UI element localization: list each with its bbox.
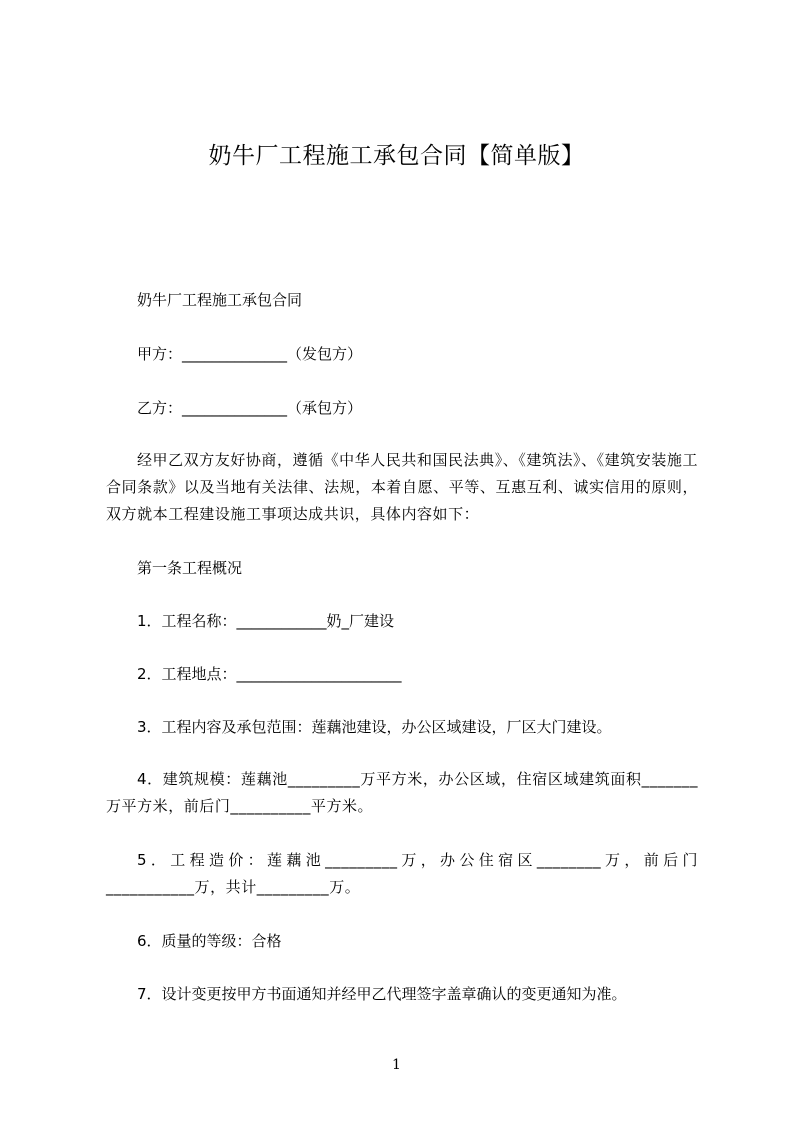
item-quality-grade: 6．质量的等级：合格	[137, 932, 282, 950]
contract-subtitle: 奶牛厂工程施工承包合同	[137, 291, 303, 309]
document-title: 奶牛厂工程施工承包合同【简单版】	[208, 143, 585, 169]
page-number: 1	[392, 1057, 401, 1073]
intro-paragraph: 经甲乙双方友好协商，遵循《中华人民共和国民法典》、《建筑法》、《建筑安装施工合同条款》以及当地有关法律、法规，本着自愿、平等、互惠互利、诚实信用的原则，双方就本工程建设施工事项达成共识，具体内容如下：	[106, 451, 698, 523]
party-b-line: 乙方：______________（承包方）	[137, 399, 363, 417]
item-design-change: 7．设计变更按甲方书面通知并经甲乙代理签字盖章确认的变更通知为准。	[137, 985, 627, 1003]
item-project-name: 1．工程名称：____________奶_厂建设	[137, 612, 395, 630]
item-project-location: 2．工程地点：______________________	[137, 665, 402, 683]
article-1-heading: 第一条工程概况	[137, 559, 243, 577]
item-building-scale: 4．建筑规模：莲藕池_________万平方米，办公区域，住宿区域建筑面积_______万平方米，前后门__________平方米。	[106, 770, 698, 815]
party-a-line: 甲方：______________（发包方）	[137, 345, 363, 363]
item-project-cost: 5．工程造价：莲藕池_________万，办公住宿区________万，前后门___________万，共计_________万。	[106, 851, 698, 896]
item-project-scope: 3．工程内容及承包范围：莲藕池建设，办公区域建设，厂区大门建设。	[137, 718, 612, 736]
